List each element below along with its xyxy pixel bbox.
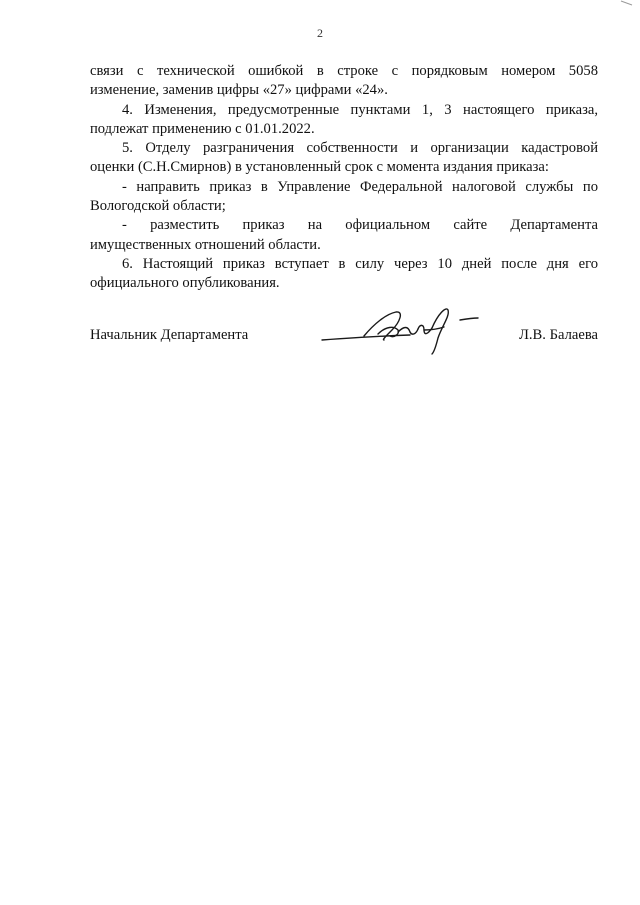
paragraph-line-2: изменение, заменив цифры «27» цифрами «24». — [90, 82, 388, 99]
paragraph-line-6: оценки (С.Н.Смирнов) в установленный срок с момента издания приказа: — [90, 159, 549, 176]
paragraph-line-11: 6. Настоящий приказ вступает в силу через 10 дней после дня его — [122, 255, 598, 272]
paragraph-line-10: имущественных отношений области. — [90, 236, 321, 253]
document-body — [90, 62, 598, 294]
signer-name: Л.В. Балаева — [519, 327, 598, 343]
paragraph-line-3: 4. Изменения, предусмотренные пунктами 1, 3 настоящего приказа, — [122, 101, 598, 118]
paragraph-line-4: подлежат применению с 01.01.2022. — [90, 120, 315, 137]
handwritten-signature — [320, 296, 485, 356]
paragraph-line-5: 5. Отделу разграничения собственности и организации кадастровой — [122, 140, 598, 157]
paragraph-line-1: связи с технической ошибкой в строке с порядковым номером 5058 — [90, 63, 598, 79]
scan-corner-mark — [620, 0, 634, 6]
paragraph-line-9: - разместить приказ на официальном сайте Департамента — [122, 217, 598, 234]
paragraph-line-12: официального опубликования. — [90, 275, 280, 292]
signer-position-title: Начальник Департамента — [90, 327, 249, 343]
paragraph-line-7: - направить приказ в Управление Федеральной налоговой службы по — [122, 178, 598, 195]
paragraph-line-8: Вологодской области; — [90, 198, 226, 215]
page-number: 2 — [317, 26, 323, 40]
